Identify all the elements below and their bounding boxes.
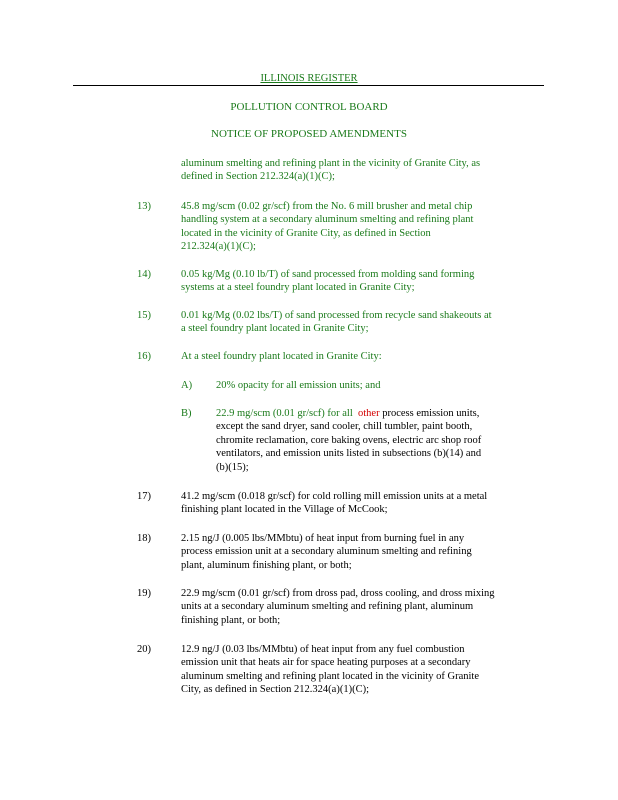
continuation-paragraph: [181, 157, 549, 184]
text-line: except the sand dryer, sand cooler, chill tumbler, paint booth,: [216, 421, 473, 433]
text-line: systems at a steel foundry plant located in Granite City;: [181, 282, 415, 294]
item-number: 13): [137, 201, 151, 212]
item-number: 14): [137, 269, 151, 280]
text-line: emission unit that heats air for space heating purposes at a secondary: [181, 657, 471, 669]
text-line: units at a secondary aluminum smelting and refining plant, aluminum: [181, 601, 474, 613]
text-line: 12.9 ng/J (0.03 lbs/MMbtu) of heat input from any fuel combustion: [181, 644, 465, 655]
text-line: finishing plant located in the Village of McCook;: [181, 504, 388, 516]
item-number: 18): [137, 533, 151, 544]
text-line: ventilators, and emission units listed in subsections (b)(14) and: [216, 448, 482, 460]
item-number: 16): [137, 351, 151, 362]
text-line: a steel foundry plant located in Granite City;: [181, 323, 369, 335]
text-line: defined in Section 212.324(a)(1)(C);: [181, 171, 335, 183]
text-line: aluminum smelting and refining plant in the vicinity of Granite City, as: [181, 158, 481, 169]
text-line: City, as defined in Section 212.324(a)(1)(C);: [181, 684, 369, 696]
inserted-word: other: [358, 408, 380, 419]
text-line: At a steel foundry plant located in Granite City:: [181, 351, 382, 362]
text-line: 20% opacity for all emission units; and: [216, 380, 381, 391]
text-line: 0.01 kg/Mg (0.02 lbs/T) of sand processed from recycle sand shakeouts at: [181, 310, 492, 321]
text-line: finishing plant, or both;: [181, 614, 281, 626]
text-line: 22.9 mg/scm (0.01 gr/scf) from dross pad, dross cooling, and dross mixing: [181, 588, 495, 599]
item-18-text: [181, 532, 549, 572]
text-line: chromite reclamation, core baking ovens, electric arc shop roof: [216, 434, 482, 446]
text-line: 2.15 ng/J (0.005 lbs/MMbtu) of heat input from burning fuel in any: [181, 533, 465, 544]
text-line: process emission unit at a secondary aluminum smelting and refining: [181, 546, 472, 558]
text-line: located in the vicinity of Granite City, as defined in Section: [181, 227, 431, 239]
text-line: handling system at a secondary aluminum smelting and refining plant: [181, 214, 474, 226]
subitem-a-text: [216, 379, 546, 392]
header-rule: [73, 85, 544, 86]
text-line: aluminum smelting and refining plant located in the vicinity of Granite: [181, 670, 480, 682]
item-number: 15): [137, 310, 151, 321]
item-20-text: [181, 643, 549, 697]
subitem-b-text: [216, 407, 546, 474]
register-title: ILLINOIS REGISTER: [260, 73, 358, 84]
item-17-text: [181, 490, 549, 517]
item-16-text: [181, 350, 549, 363]
item-number: 20): [137, 644, 151, 655]
board-title: POLLUTION CONTROL BOARD: [230, 101, 388, 113]
item-number: 17): [137, 491, 151, 502]
text-line: 45.8 mg/scm (0.02 gr/scf) from the No. 6 mill brusher and metal chip: [181, 201, 473, 212]
text-segment: 22.9 mg/scm (0.01 gr/scf) for all: [216, 408, 359, 419]
text-line: 0.05 kg/Mg (0.10 lb/T) of sand processed from molding sand forming: [181, 269, 475, 280]
item-13-text: [181, 200, 549, 254]
item-number: 19): [137, 588, 151, 599]
subitem-letter: B): [181, 408, 192, 419]
notice-title: NOTICE OF PROPOSED AMENDMENTS: [211, 128, 407, 140]
item-19-text: [181, 587, 549, 627]
text-segment: process emission units,: [379, 408, 480, 419]
text-line: (b)(15);: [216, 461, 249, 473]
text-line: 41.2 mg/scm (0.018 gr/scf) for cold rolling mill emission units at a metal: [181, 491, 488, 502]
text-line: 212.324(a)(1)(C);: [181, 241, 256, 253]
subitem-letter: A): [181, 380, 193, 391]
item-15-text: [181, 309, 549, 336]
item-14-text: [181, 268, 549, 295]
text-line: [216, 407, 546, 420]
text-line: plant, aluminum finishing plant, or both;: [181, 559, 352, 571]
